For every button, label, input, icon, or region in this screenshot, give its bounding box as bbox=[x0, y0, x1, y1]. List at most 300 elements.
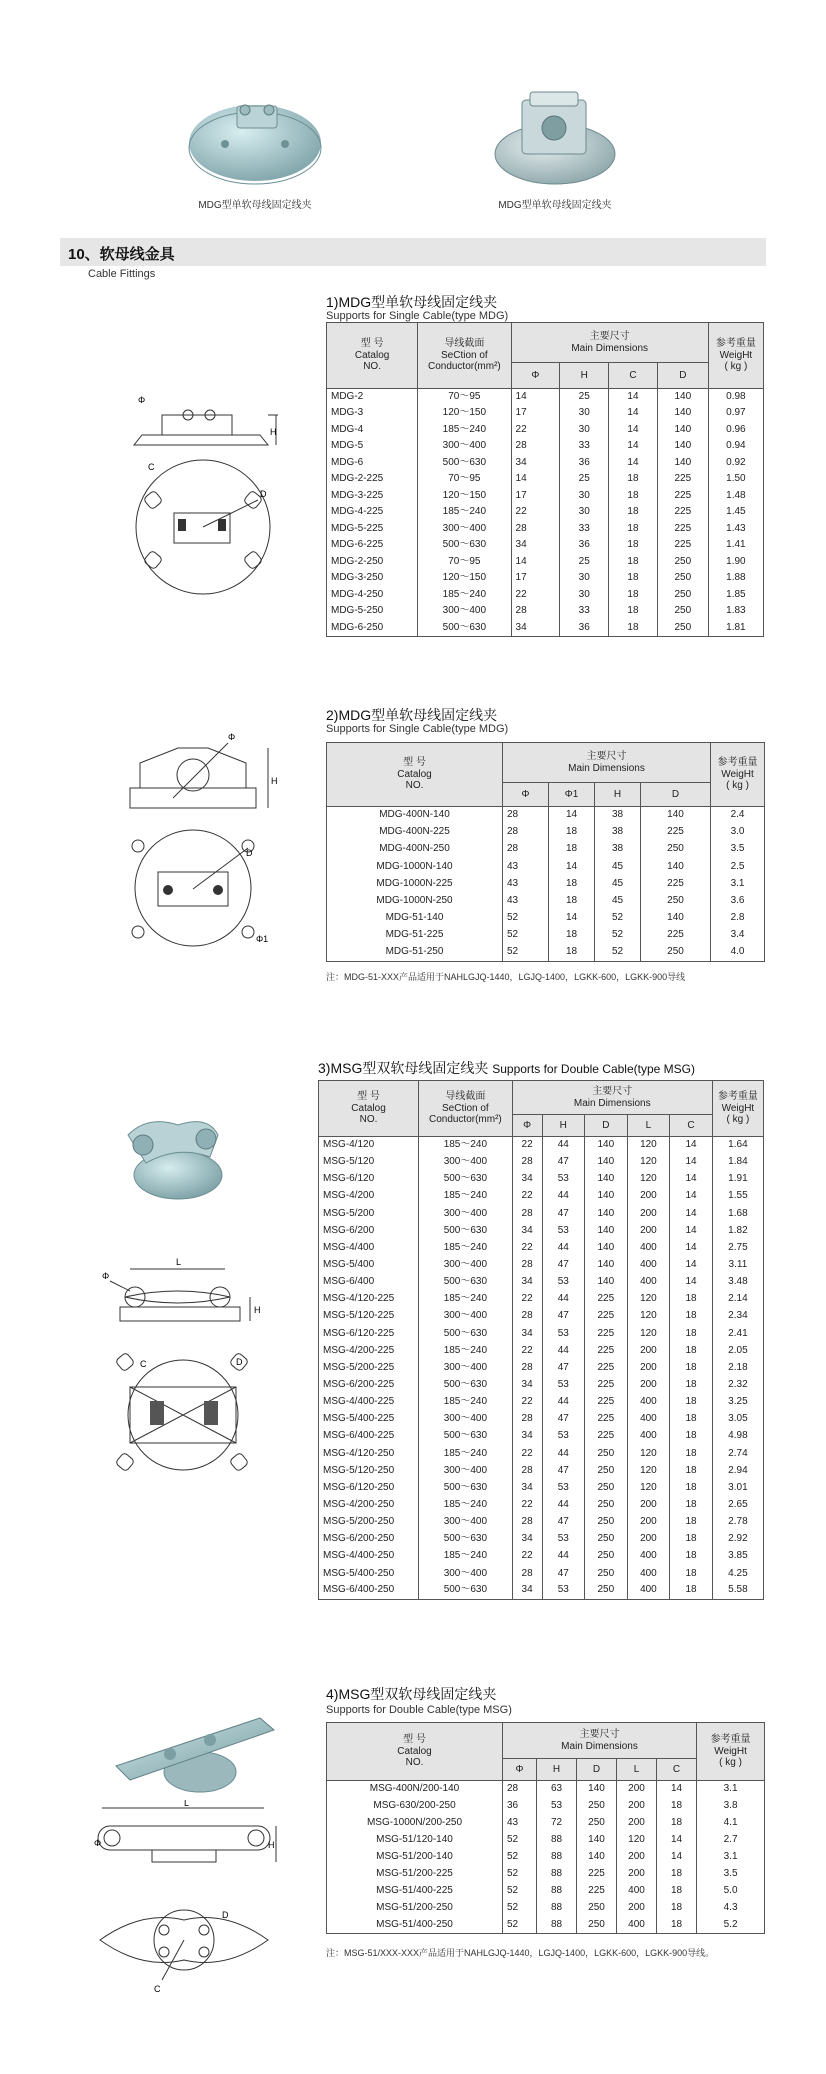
table-cell: 300～400 bbox=[418, 603, 511, 620]
table-cell: MSG-51/200-140 bbox=[327, 1849, 503, 1866]
table-cell: 25 bbox=[560, 554, 609, 571]
table-cell: 2.5 bbox=[711, 858, 765, 875]
table-cell: 140 bbox=[657, 438, 708, 455]
table-cell: MDG-6-225 bbox=[327, 537, 418, 554]
table-cell: 400 bbox=[627, 1274, 670, 1291]
table-cell: 225 bbox=[585, 1308, 628, 1325]
table-cell: 140 bbox=[577, 1832, 617, 1849]
photo-caption-left: MDG型单软母线固定线夹 bbox=[198, 200, 312, 211]
table-cell: 47 bbox=[542, 1154, 585, 1171]
table-cell: 18 bbox=[609, 504, 658, 521]
svg-text:C: C bbox=[148, 462, 155, 472]
table-cell: 14 bbox=[609, 455, 658, 472]
table-row bbox=[319, 1496, 764, 1513]
table-cell: 44 bbox=[542, 1394, 585, 1411]
table-cell: 225 bbox=[585, 1342, 628, 1359]
section-title: 10、软母线金具 bbox=[68, 246, 175, 263]
table-cell: 18 bbox=[670, 1565, 713, 1582]
table-cell: 250 bbox=[577, 1900, 617, 1917]
mdg-clamp-photo-left bbox=[185, 88, 325, 188]
table-row bbox=[327, 1883, 765, 1900]
table-cell: 53 bbox=[542, 1531, 585, 1548]
table-cell: 200 bbox=[617, 1849, 657, 1866]
table-cell: 18 bbox=[670, 1479, 713, 1496]
table-cell: 53 bbox=[542, 1428, 585, 1445]
table-cell: 28 bbox=[503, 1781, 537, 1798]
table-cell: 225 bbox=[641, 927, 711, 944]
table-cell: 200 bbox=[617, 1900, 657, 1917]
msg-drawing-4 bbox=[92, 1800, 282, 2005]
table-cell: MSG-4/200 bbox=[319, 1188, 419, 1205]
table-cell: 33 bbox=[560, 603, 609, 620]
table-cell: 400 bbox=[627, 1256, 670, 1273]
table-cell: 250 bbox=[657, 587, 708, 604]
table-cell: 3.1 bbox=[697, 1781, 765, 1798]
table-cell: 225 bbox=[585, 1291, 628, 1308]
table-cell: 300～400 bbox=[419, 1565, 513, 1582]
table-cell: MSG-4/400-225 bbox=[319, 1394, 419, 1411]
table-cell: 140 bbox=[585, 1274, 628, 1291]
table-cell: 140 bbox=[585, 1239, 628, 1256]
table-cell: 52 bbox=[595, 910, 641, 927]
table-cell: MDG-51-140 bbox=[327, 910, 503, 927]
table2-subtitle: Supports for Single Cable(type MDG) bbox=[326, 723, 509, 735]
table-cell: 34 bbox=[512, 1428, 542, 1445]
table-row bbox=[327, 570, 764, 587]
table-cell: MDG-2 bbox=[327, 389, 418, 406]
table-cell: 14 bbox=[670, 1222, 713, 1239]
table-cell: 1.82 bbox=[712, 1222, 763, 1239]
table-cell: 53 bbox=[542, 1582, 585, 1599]
table-cell: 17 bbox=[511, 405, 560, 422]
table-cell: 140 bbox=[641, 858, 711, 875]
table-cell: 225 bbox=[641, 875, 711, 892]
table-cell: 14 bbox=[670, 1188, 713, 1205]
table-cell: MDG-4-250 bbox=[327, 587, 418, 604]
table-cell: 25 bbox=[560, 471, 609, 488]
table-cell: 120 bbox=[627, 1308, 670, 1325]
table-cell: MSG-5/400-225 bbox=[319, 1411, 419, 1428]
table-cell: 300～400 bbox=[419, 1154, 513, 1171]
table-cell: 300～400 bbox=[419, 1411, 513, 1428]
table-cell: 34 bbox=[512, 1582, 542, 1599]
table-row bbox=[327, 1866, 765, 1883]
table-cell: MSG-6/200-250 bbox=[319, 1531, 419, 1548]
table-cell: 3.01 bbox=[712, 1479, 763, 1496]
table-cell: MSG-6/120-225 bbox=[319, 1325, 419, 1342]
table-cell: MSG-4/120-250 bbox=[319, 1445, 419, 1462]
table-cell: MSG-5/120-225 bbox=[319, 1308, 419, 1325]
table-cell: 14 bbox=[549, 858, 595, 875]
table-cell: 250 bbox=[577, 1815, 617, 1832]
table-cell: 47 bbox=[542, 1256, 585, 1273]
table-cell: 200 bbox=[617, 1866, 657, 1883]
table-cell: 4.3 bbox=[697, 1900, 765, 1917]
svg-text:Φ: Φ bbox=[94, 1838, 102, 1848]
table-cell: 47 bbox=[542, 1514, 585, 1531]
table-cell: 400 bbox=[627, 1428, 670, 1445]
table-cell: 28 bbox=[512, 1256, 542, 1273]
table-cell: MSG-6/200 bbox=[319, 1222, 419, 1239]
table-cell: 2.18 bbox=[712, 1359, 763, 1376]
table-cell: 300～400 bbox=[419, 1514, 513, 1531]
table-row bbox=[327, 537, 764, 554]
table-cell: MSG-51/400-250 bbox=[327, 1917, 503, 1934]
table4: 型 号 Catalog NO. 主要尺寸 Main Dimensions 参考重量 WeigHt ( kg ) Φ H D L C MSG-400N/200-140 28 63 140 200 14 3.1 MSG-630/200-250 36 53 250 200 18 3.8 MSG-1000N/200-250 43 72 250 200 18 4.1 MSG-51/120-140 52 88 140 120 14 2.7 MSG-51/200-140 52 88 140 200 14 3.1 MSG-51/200-225 52 88 225 200 18 3.5 MSG-51/400-225 52 88 225 400 18 5.0 MSG-51/200-250 52 88 250 200 18 4.3 MSG-51/400-250 52 88 250 400 18 5.2 bbox=[326, 1722, 765, 1934]
table-cell: MDG-1000N-225 bbox=[327, 875, 503, 892]
table-cell: 1.43 bbox=[708, 521, 763, 538]
table-cell: 185～240 bbox=[419, 1342, 513, 1359]
table-cell: 47 bbox=[542, 1411, 585, 1428]
table-row bbox=[327, 927, 765, 944]
table-cell: 3.48 bbox=[712, 1274, 763, 1291]
table-cell: 36 bbox=[560, 537, 609, 554]
table-cell: 225 bbox=[657, 488, 708, 505]
table-cell: 120 bbox=[627, 1479, 670, 1496]
table-cell: 250 bbox=[585, 1445, 628, 1462]
table-row bbox=[327, 438, 764, 455]
table-cell: 14 bbox=[511, 471, 560, 488]
table-cell: 3.05 bbox=[712, 1411, 763, 1428]
table-row bbox=[327, 1798, 765, 1815]
table1-subtitle: Supports for Single Cable(type MDG) bbox=[326, 310, 509, 322]
table-cell: MDG-400N-250 bbox=[327, 841, 503, 858]
table-cell: MDG-1000N-140 bbox=[327, 858, 503, 875]
table-cell: 14 bbox=[670, 1154, 713, 1171]
table-cell: 300～400 bbox=[419, 1462, 513, 1479]
table-cell: 14 bbox=[670, 1205, 713, 1222]
table-cell: 3.5 bbox=[711, 841, 765, 858]
table-cell: 18 bbox=[670, 1531, 713, 1548]
table-cell: 140 bbox=[657, 405, 708, 422]
table-cell: 34 bbox=[511, 455, 560, 472]
table-row bbox=[327, 554, 764, 571]
table-cell: 18 bbox=[670, 1342, 713, 1359]
table-row bbox=[319, 1565, 764, 1582]
table-cell: 14 bbox=[609, 405, 658, 422]
table-cell: 30 bbox=[560, 587, 609, 604]
table-row bbox=[327, 1917, 765, 1934]
table-cell: 225 bbox=[577, 1883, 617, 1900]
table-cell: 300～400 bbox=[419, 1205, 513, 1222]
table-cell: 3.5 bbox=[697, 1866, 765, 1883]
table-cell: 120 bbox=[627, 1462, 670, 1479]
table-row bbox=[319, 1394, 764, 1411]
table-cell: 200 bbox=[627, 1376, 670, 1393]
table-cell: 250 bbox=[577, 1798, 617, 1815]
table-cell: MDG-3-225 bbox=[327, 488, 418, 505]
table-cell: 200 bbox=[627, 1342, 670, 1359]
table-cell: 25 bbox=[560, 389, 609, 406]
table-cell: 18 bbox=[670, 1582, 713, 1599]
table-row bbox=[327, 1781, 765, 1798]
table-row bbox=[319, 1531, 764, 1548]
table-cell: MSG-51/200-225 bbox=[327, 1866, 503, 1883]
table-cell: 3.8 bbox=[697, 1798, 765, 1815]
table-row bbox=[319, 1154, 764, 1171]
svg-text:H: H bbox=[270, 427, 277, 437]
table-cell: 18 bbox=[670, 1308, 713, 1325]
table-cell: 500～630 bbox=[419, 1376, 513, 1393]
table-cell: 44 bbox=[542, 1188, 585, 1205]
table-cell: 28 bbox=[512, 1462, 542, 1479]
table-cell: 120～150 bbox=[418, 570, 511, 587]
table-cell: MSG-5/120-250 bbox=[319, 1462, 419, 1479]
table-cell: 2.32 bbox=[712, 1376, 763, 1393]
table-cell: 4.98 bbox=[712, 1428, 763, 1445]
table-cell: 200 bbox=[627, 1496, 670, 1513]
table-cell: 2.14 bbox=[712, 1291, 763, 1308]
table-cell: 120～150 bbox=[418, 405, 511, 422]
table-cell: 3.25 bbox=[712, 1394, 763, 1411]
table-cell: 28 bbox=[512, 1154, 542, 1171]
table-row bbox=[327, 405, 764, 422]
table-cell: 2.7 bbox=[697, 1832, 765, 1849]
table-cell: 2.65 bbox=[712, 1496, 763, 1513]
mdg-drawing-1 bbox=[118, 385, 278, 610]
table-cell: 200 bbox=[617, 1815, 657, 1832]
table-row bbox=[319, 1445, 764, 1462]
table-cell: 18 bbox=[657, 1815, 697, 1832]
svg-text:Φ: Φ bbox=[102, 1271, 110, 1281]
table-cell: 0.96 bbox=[708, 422, 763, 439]
table-cell: 28 bbox=[511, 603, 560, 620]
table-cell: 0.94 bbox=[708, 438, 763, 455]
table-cell: 1.88 bbox=[708, 570, 763, 587]
table-cell: 1.55 bbox=[712, 1188, 763, 1205]
table-cell: 34 bbox=[512, 1376, 542, 1393]
table-cell: 225 bbox=[585, 1325, 628, 1342]
table-cell: 185～240 bbox=[419, 1394, 513, 1411]
table-cell: 14 bbox=[549, 910, 595, 927]
table-cell: 14 bbox=[609, 422, 658, 439]
table-row bbox=[327, 858, 765, 875]
table-cell: 43 bbox=[503, 1815, 537, 1832]
table-cell: 250 bbox=[585, 1496, 628, 1513]
table-cell: 70～95 bbox=[418, 554, 511, 571]
table-cell: 53 bbox=[537, 1798, 577, 1815]
table-cell: 3.0 bbox=[711, 824, 765, 841]
table-row bbox=[319, 1514, 764, 1531]
table-cell: 18 bbox=[670, 1496, 713, 1513]
table-cell: 1.91 bbox=[712, 1171, 763, 1188]
table-cell: 34 bbox=[512, 1222, 542, 1239]
table3-body bbox=[319, 1137, 764, 1600]
msg-long-photo bbox=[110, 1710, 280, 1800]
table-cell: 14 bbox=[511, 389, 560, 406]
table-row bbox=[327, 488, 764, 505]
table-row bbox=[327, 807, 765, 824]
table-row bbox=[327, 603, 764, 620]
table3-title-cn: 3)MSG型双软母线固定线夹 bbox=[318, 1060, 489, 1076]
table-cell: 47 bbox=[542, 1462, 585, 1479]
table-row bbox=[319, 1342, 764, 1359]
table-cell: 250 bbox=[585, 1479, 628, 1496]
mdg-drawing-2 bbox=[118, 728, 278, 953]
table-cell: 22 bbox=[512, 1548, 542, 1565]
table-cell: 5.2 bbox=[697, 1917, 765, 1934]
table-cell: MDG-3-250 bbox=[327, 570, 418, 587]
table-cell: 52 bbox=[595, 927, 641, 944]
table-cell: 250 bbox=[577, 1917, 617, 1934]
table-cell: 4.1 bbox=[697, 1815, 765, 1832]
table-cell: 22 bbox=[511, 422, 560, 439]
table-cell: 52 bbox=[503, 910, 549, 927]
table-cell: 1.68 bbox=[712, 1205, 763, 1222]
svg-text:D: D bbox=[246, 848, 253, 858]
table-row bbox=[327, 455, 764, 472]
table-row bbox=[319, 1582, 764, 1599]
table-cell: 200 bbox=[627, 1205, 670, 1222]
table-row bbox=[327, 875, 765, 892]
table-cell: 18 bbox=[657, 1917, 697, 1934]
table-cell: 1.90 bbox=[708, 554, 763, 571]
table-cell: 52 bbox=[503, 1883, 537, 1900]
table-cell: 18 bbox=[609, 554, 658, 571]
table-cell: 22 bbox=[512, 1496, 542, 1513]
table-cell: MSG-1000N/200-250 bbox=[327, 1815, 503, 1832]
table-cell: 18 bbox=[609, 603, 658, 620]
table-cell: 500～630 bbox=[419, 1479, 513, 1496]
table-row bbox=[327, 1815, 765, 1832]
table-cell: 28 bbox=[512, 1308, 542, 1325]
table-cell: 43 bbox=[503, 858, 549, 875]
table-cell: 18 bbox=[609, 587, 658, 604]
table-cell: 140 bbox=[657, 389, 708, 406]
table-cell: 53 bbox=[542, 1171, 585, 1188]
table-cell: 34 bbox=[512, 1325, 542, 1342]
table-cell: MSG-5/200-250 bbox=[319, 1514, 419, 1531]
table-cell: 400 bbox=[627, 1565, 670, 1582]
table2-note: 注：MDG-51-XXX产品适用于NAHLGJQ-1440，LGJQ-1400，LGKK-600，LGKK-900导线 bbox=[326, 972, 686, 982]
table-cell: 18 bbox=[670, 1291, 713, 1308]
table-cell: 52 bbox=[595, 944, 641, 961]
table-cell: 52 bbox=[503, 1832, 537, 1849]
svg-text:H: H bbox=[254, 1305, 261, 1315]
table-cell: 185～240 bbox=[418, 504, 511, 521]
table-cell: 88 bbox=[537, 1900, 577, 1917]
table-row bbox=[319, 1137, 764, 1154]
table-cell: 300～400 bbox=[419, 1359, 513, 1376]
table-cell: 120 bbox=[627, 1171, 670, 1188]
table-cell: 250 bbox=[641, 892, 711, 909]
table-cell: MSG-6/120-250 bbox=[319, 1479, 419, 1496]
mdg-clamp-photo-right bbox=[490, 82, 620, 192]
table-cell: 140 bbox=[585, 1171, 628, 1188]
table-cell: 18 bbox=[609, 620, 658, 637]
table-cell: 34 bbox=[512, 1274, 542, 1291]
table-cell: 2.4 bbox=[711, 807, 765, 824]
table-cell: 44 bbox=[542, 1137, 585, 1154]
table-cell: 18 bbox=[609, 570, 658, 587]
table-cell: 1.85 bbox=[708, 587, 763, 604]
table-cell: MDG-5 bbox=[327, 438, 418, 455]
table1-body bbox=[327, 389, 764, 637]
svg-text:Φ: Φ bbox=[228, 732, 236, 742]
table-cell: 17 bbox=[511, 570, 560, 587]
table-cell: 185～240 bbox=[419, 1137, 513, 1154]
table-cell: 1.64 bbox=[712, 1137, 763, 1154]
table-cell: 500～630 bbox=[418, 537, 511, 554]
table-cell: 140 bbox=[641, 910, 711, 927]
table-cell: 28 bbox=[503, 807, 549, 824]
table-cell: 38 bbox=[595, 841, 641, 858]
table-cell: 400 bbox=[617, 1917, 657, 1934]
table-cell: 225 bbox=[657, 537, 708, 554]
table-cell: 36 bbox=[560, 455, 609, 472]
table-cell: 225 bbox=[585, 1359, 628, 1376]
table-cell: 18 bbox=[670, 1548, 713, 1565]
table-cell: MDG-6 bbox=[327, 455, 418, 472]
table-cell: 185～240 bbox=[419, 1291, 513, 1308]
table-cell: 53 bbox=[542, 1325, 585, 1342]
table-cell: 18 bbox=[670, 1428, 713, 1445]
table-cell: 140 bbox=[585, 1154, 628, 1171]
table-cell: 44 bbox=[542, 1342, 585, 1359]
table-cell: 225 bbox=[657, 504, 708, 521]
table-row bbox=[327, 471, 764, 488]
label-phi: Φ bbox=[138, 395, 146, 405]
table-cell: 140 bbox=[585, 1205, 628, 1222]
table-cell: 28 bbox=[512, 1205, 542, 1222]
table-row bbox=[327, 824, 765, 841]
table-row bbox=[327, 521, 764, 538]
table-cell: 3.85 bbox=[712, 1548, 763, 1565]
msg-drawing-3 bbox=[100, 1255, 280, 1485]
table-cell: 3.11 bbox=[712, 1256, 763, 1273]
table-cell: 1.84 bbox=[712, 1154, 763, 1171]
table-cell: 0.97 bbox=[708, 405, 763, 422]
table-cell: 225 bbox=[577, 1866, 617, 1883]
table-cell: 38 bbox=[595, 824, 641, 841]
table-cell: MDG-5-225 bbox=[327, 521, 418, 538]
table-cell: 200 bbox=[617, 1798, 657, 1815]
table-cell: 52 bbox=[503, 1900, 537, 1917]
table-cell: MSG-5/400-250 bbox=[319, 1565, 419, 1582]
table-cell: 52 bbox=[503, 1849, 537, 1866]
table4-subtitle: Supports for Double Cable(type MSG) bbox=[326, 1704, 512, 1716]
table-cell: 18 bbox=[609, 471, 658, 488]
table-row bbox=[319, 1239, 764, 1256]
table-cell: 225 bbox=[657, 471, 708, 488]
table-cell: MDG-4 bbox=[327, 422, 418, 439]
table-cell: 250 bbox=[657, 603, 708, 620]
table-cell: 28 bbox=[503, 841, 549, 858]
table-cell: 18 bbox=[549, 824, 595, 841]
table-cell: 185～240 bbox=[419, 1445, 513, 1462]
table-cell: 140 bbox=[585, 1256, 628, 1273]
table-cell: 22 bbox=[512, 1445, 542, 1462]
table-cell: 250 bbox=[585, 1548, 628, 1565]
table-row bbox=[319, 1462, 764, 1479]
table-cell: 300～400 bbox=[418, 521, 511, 538]
table-cell: 400 bbox=[627, 1548, 670, 1565]
table-cell: 200 bbox=[627, 1531, 670, 1548]
table-cell: 45 bbox=[595, 875, 641, 892]
table-cell: 22 bbox=[511, 504, 560, 521]
table-row bbox=[319, 1222, 764, 1239]
table-row bbox=[319, 1171, 764, 1188]
svg-text:C: C bbox=[140, 1359, 147, 1369]
table-cell: MSG-6/200-225 bbox=[319, 1376, 419, 1393]
table-row bbox=[327, 620, 764, 637]
table-cell: 88 bbox=[537, 1866, 577, 1883]
table-cell: 225 bbox=[585, 1411, 628, 1428]
table-cell: 2.41 bbox=[712, 1325, 763, 1342]
table-cell: MSG-4/120-225 bbox=[319, 1291, 419, 1308]
table-cell: 400 bbox=[627, 1239, 670, 1256]
table-cell: 36 bbox=[560, 620, 609, 637]
